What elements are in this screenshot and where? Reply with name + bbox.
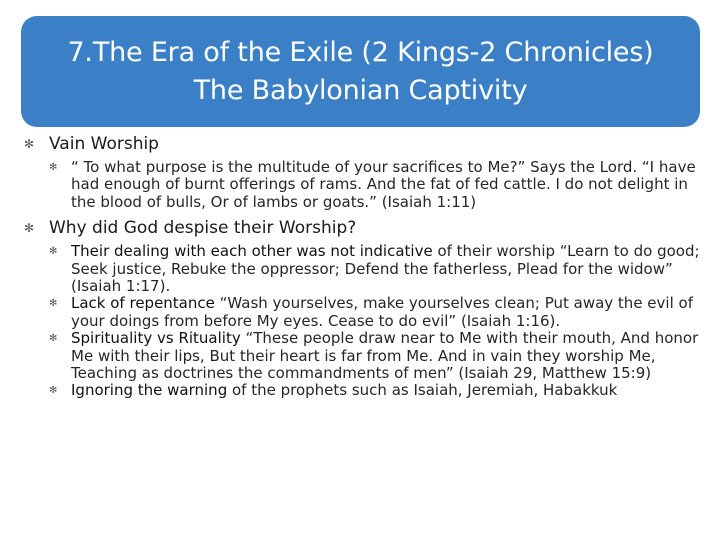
section-heading: Why did God despise their Worship? <box>49 218 357 239</box>
bullet-icon: ✻ <box>49 298 58 310</box>
item-lead: Spirituality vs Rituality <box>71 329 241 348</box>
bullet-icon: ✻ <box>49 162 58 173</box>
item-text: “ To what purpose is the multitude of your sacrifices to Me?” Says the Lord. “I have had enough of burnt offerings of rams. And the fat of fed cattle. I do not delight in the blood of bulls, Or of lambs or goats.” (Isaiah 1:11) <box>71 158 696 211</box>
bullet-icon: ✻ <box>49 385 58 397</box>
section-vain-worship <box>24 133 700 155</box>
item-text: “Wash yourselves, make yourselves clean; Put away the evil of your doings from before My eyes. Cease to do evil” (Isaiah 1:16). <box>71 294 693 330</box>
item-text: of the prophets such as Isaiah, Jeremiah, Habakkuk <box>227 381 618 400</box>
item-lead: Lack of repentance <box>71 294 215 313</box>
slide-body <box>24 133 700 400</box>
bullet-icon: ✻ <box>24 221 35 236</box>
title-banner <box>21 16 700 127</box>
list-item <box>24 243 700 295</box>
bullet-icon: ✻ <box>49 246 58 258</box>
list-item <box>24 295 700 330</box>
slide-title-line-1: 7.The Era of the Exile (2 Kings-2 Chronicles) <box>67 37 654 68</box>
item-lead: Ignoring the warning <box>71 381 228 400</box>
item-lead: Their dealing with each other was not indicative <box>71 242 433 261</box>
item-text: “These people draw near to Me with their mouth, And honor Me with their lips, But their heart is far from Me. And in vain they worship Me, Teaching as doctrines the commandments of men” (Isaiah 29, Matthew 15:9) <box>71 329 699 383</box>
section-why-despise <box>24 217 700 239</box>
list-item <box>24 382 700 399</box>
bullet-icon: ✻ <box>24 137 35 151</box>
section-heading: Vain Worship <box>49 134 159 154</box>
item-text: of their worship “Learn to do good; Seek justice, Rebuke the oppressor; Defend the fatherless, Plead for the widow” (Isaiah 1:17). <box>71 242 700 296</box>
list-item <box>24 159 700 211</box>
bullet-icon: ✻ <box>49 333 58 345</box>
slide-title-line-2: The Babylonian Captivity <box>193 75 528 106</box>
list-item <box>24 330 700 382</box>
